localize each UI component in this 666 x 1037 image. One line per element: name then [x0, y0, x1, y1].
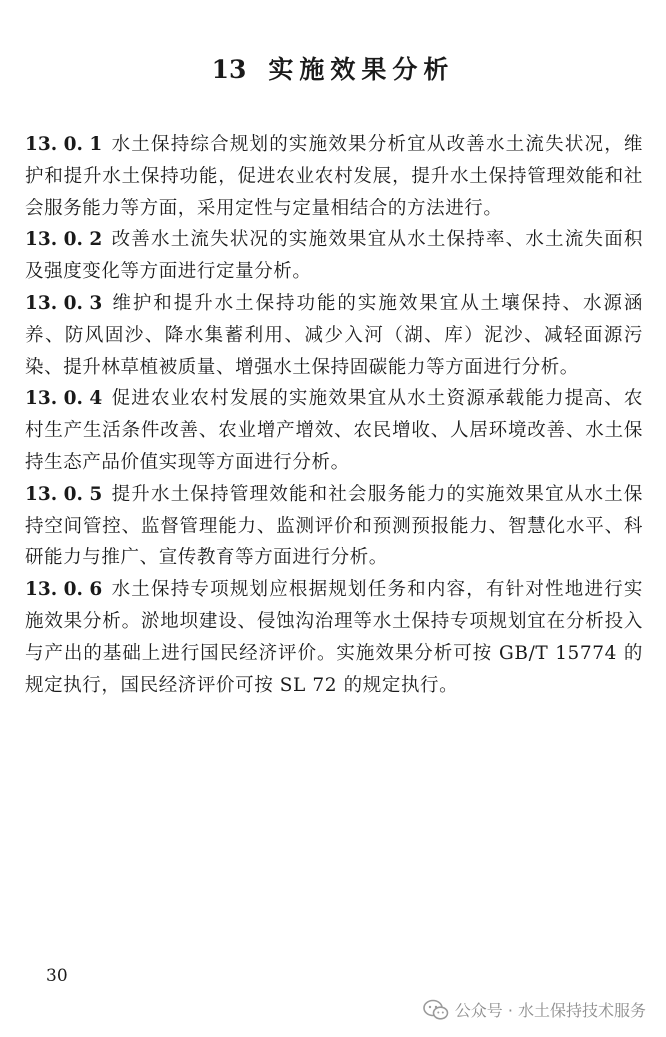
- clause-text: 提升水土保持管理效能和社会服务能力的实施效果宜从水土保持空间管控、监督管理能力、监测评价和预测预报能力、智慧化水平、科研能力与推广、宣传教育等方面进行分析。: [25, 483, 643, 569]
- clause-13-0-1: [25, 129, 643, 224]
- clause-number: 13. 0. 6: [25, 579, 103, 601]
- watermark-text: 公众号 · 水土保持技术服务: [454, 1001, 646, 1020]
- clause-number: 13. 0. 2: [25, 229, 103, 251]
- section-title: [0, 50, 666, 86]
- clause-text: 改善水土流失状况的实施效果宜从水土保持率、水土流失面积及强度变化等方面进行定量分析。: [25, 229, 643, 283]
- clause-13-0-2: [25, 224, 643, 288]
- clause-13-0-5: [25, 479, 643, 574]
- clause-text: 促进农业农村发展的实施效果宜从水土资源承载能力提高、农村生产生活条件改善、农业增产增效、农民增收、人居环境改善、水土保持生态产品价值实现等方面进行分析。: [25, 388, 643, 473]
- page-number: 30: [46, 966, 68, 986]
- clause-list: [25, 129, 643, 701]
- watermark: [423, 998, 646, 1021]
- wechat-icon: [423, 999, 449, 1021]
- clause-number: 13. 0. 1: [25, 134, 103, 155]
- clause-13-0-3: [25, 288, 643, 383]
- clause-number: 13. 0. 3: [25, 292, 103, 314]
- clause-text: 水土保持综合规划的实施效果分析宜从改善水土流失状况，维护和提升水土保持功能，促进农业农村发展，提升水土保持管理效能和社会服务能力等方面，采用定性与定量相结合的方法进行。: [25, 134, 643, 219]
- section-heading-text: 实施效果分析: [268, 55, 455, 84]
- section-number: 13: [211, 55, 247, 84]
- clause-number: 13. 0. 4: [25, 388, 103, 410]
- clause-number: 13. 0. 5: [25, 483, 103, 505]
- clause-text: 水土保持专项规划应根据规划任务和内容，有针对性地进行实施效果分析。淤地坝建设、侵蚀沟治理等水土保持专项规划宜在分析投入与产出的基础上进行国民经济评价。实施效果分析可按 GB/T 15774 的规定执行，国民经济评价可按 SL 72 的规定执行。: [25, 579, 643, 696]
- clause-text: 维护和提升水土保持功能的实施效果宜从土壤保持、水源涵养、防风固沙、降水集蓄利用、减少入河（湖、库）泥沙、减轻面源污染、提升林草植被质量、增强水土保持固碳能力等方面进行分析。: [25, 292, 643, 378]
- clause-13-0-6: [25, 574, 643, 701]
- clause-13-0-4: [25, 383, 643, 478]
